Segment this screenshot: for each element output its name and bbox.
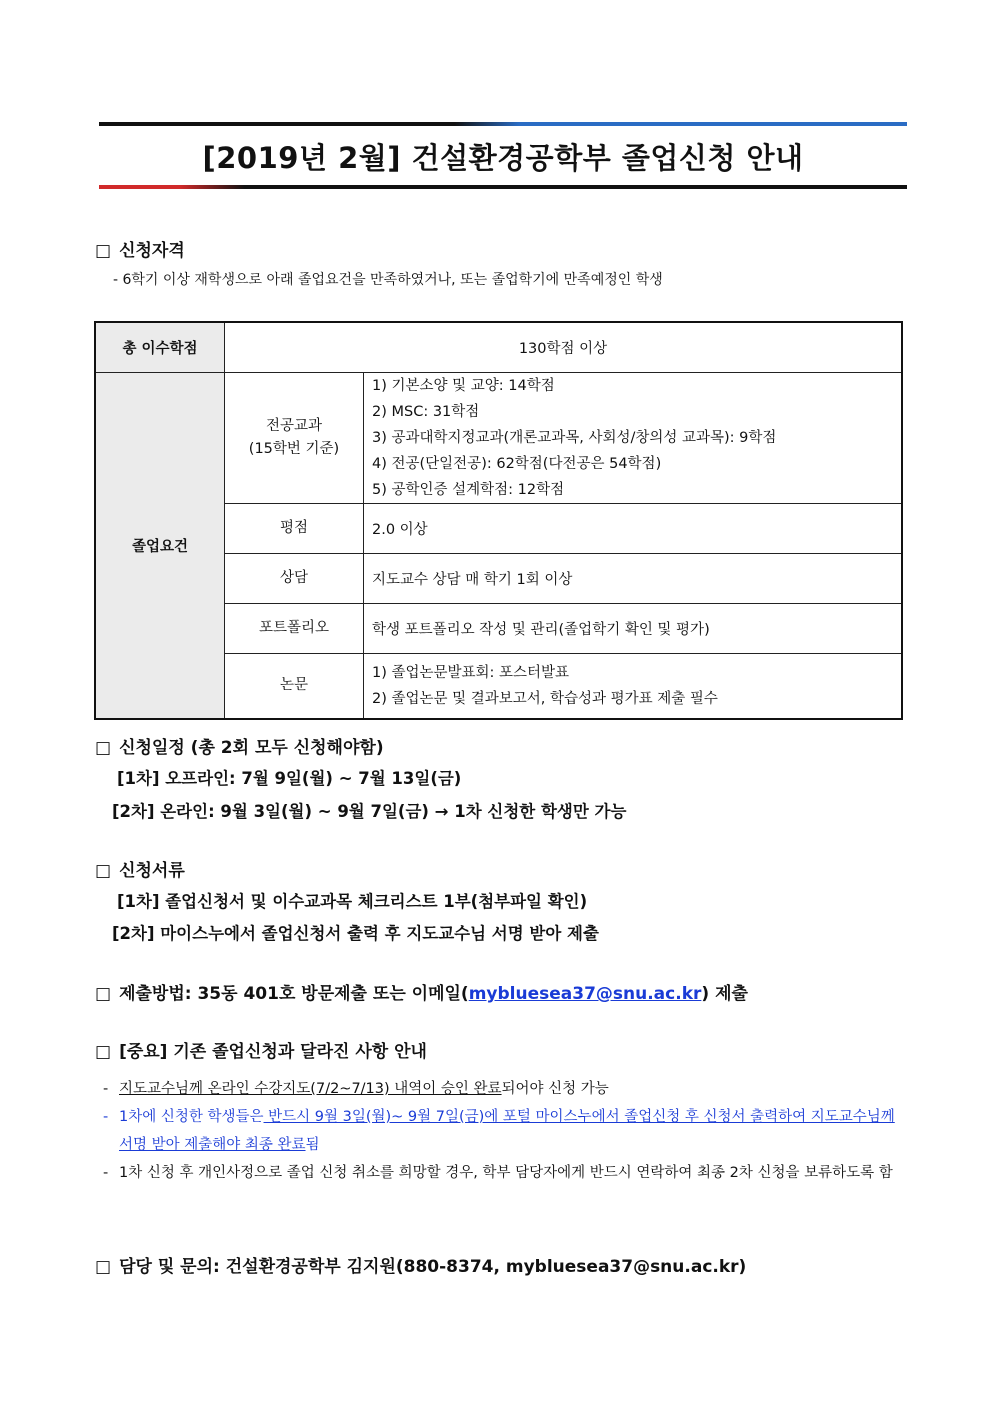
dash-glyph: -: [103, 1165, 109, 1181]
major-label: [225, 372, 364, 503]
documents-first: [1차] 졸업신청서 및 이수교과목 체크리스트 1부(첨부파일 확인): [117, 892, 588, 911]
checkbox-icon: □: [95, 241, 112, 261]
change-item2-underlined: 반드시 9월 3일(월)~ 9월 7일(금)에 포털 마이스누에서 졸업신청 후 신청서 출력하여 지도교수님께 서명 받아 제출해야 최종 완료: [119, 1109, 895, 1153]
submission-email-link[interactable]: mybluesea37@snu.ac.kr: [468, 984, 702, 1004]
change-item2-start: 1차에 신청한 학생들은: [119, 1109, 264, 1125]
changes-heading-text: [중요] 기존 졸업신청과 달라진 사항 안내: [119, 1042, 427, 1062]
thesis-label: 논문: [225, 653, 364, 719]
change-item1-rest: 되어야 신청 가능: [501, 1081, 609, 1097]
checkbox-icon: □: [95, 1257, 112, 1277]
documents-heading-text: 신청서류: [119, 861, 185, 881]
contact-line: [95, 1252, 746, 1277]
list-item: 3) 공과대학지정교과(개론교과목, 사회성/창의성 교과목): 9학점: [372, 429, 777, 446]
dash-glyph: -: [103, 1081, 109, 1097]
submission-suffix: ) 제출: [701, 984, 748, 1004]
checkbox-icon: □: [95, 738, 112, 758]
schedule-second: [2차] 온라인: 9월 3일(월) ~ 9월 7일(금) → 1차 신청한 학생만 가능: [112, 802, 627, 821]
table-row: [95, 372, 902, 503]
schedule-first: [1차] 오프라인: 7월 9일(월) ~ 7월 13일(금): [117, 769, 462, 788]
counsel-value: 지도교수 상담 매 학기 1회 이상: [364, 553, 903, 603]
changes-list: [103, 1075, 903, 1187]
dash-glyph: -: [103, 1109, 109, 1125]
documents-second: [2차] 마이스누에서 졸업신청서 출력 후 지도교수님 서명 받아 제출: [112, 924, 599, 943]
eligibility-desc: - 6학기 이상 재학생으로 아래 졸업요건을 만족하였거나, 또는 졸업학기에 만족예정인 학생: [113, 272, 663, 288]
change-item1-underlined: 지도교수님께 온라인 수강지도(7/2~7/13) 내역이 승인 완료: [119, 1081, 502, 1097]
schedule-heading-text: 신청일정 (총 2회 모두 신청해야함): [119, 738, 384, 758]
title-bottom-bar: [99, 185, 907, 189]
list-item: 2) 졸업논문 및 결과보고서, 학습성과 평가표 제출 필수: [372, 690, 718, 707]
change-item3: 1차 신청 후 개인사정으로 졸업 신청 취소를 희망할 경우, 학부 담당자에게 반드시 연락하여 최종 2차 신청을 보류하도록 함: [119, 1165, 893, 1181]
gpa-label: 평점: [225, 503, 364, 553]
list-item: 4) 전공(단일전공): 62학점(다전공은 54학점): [372, 455, 662, 472]
title-top-bar: [99, 122, 907, 126]
list-item: 2) MSC: 31학점: [372, 403, 480, 420]
title-block: [99, 122, 907, 189]
eligibility-heading: [95, 236, 185, 261]
list-item: 5) 공학인증 설계학점: 12학점: [372, 481, 565, 498]
checkbox-icon: □: [95, 1042, 112, 1062]
list-item: [103, 1103, 903, 1159]
total-credits-value: 130학점 이상: [225, 322, 903, 372]
total-credits-label: 총 이수학점: [95, 322, 225, 372]
portfolio-value: 학생 포트폴리오 작성 및 관리(졸업학기 확인 및 평가): [364, 603, 903, 653]
page-title: [2019년 2월] 건설환경공학부 졸업신청 안내: [202, 141, 804, 175]
major-items: [364, 372, 903, 503]
gpa-value: 2.0 이상: [364, 503, 903, 553]
table-row: [95, 322, 902, 372]
documents-heading: [95, 856, 185, 881]
checkbox-icon: □: [95, 984, 112, 1004]
contact-text: 담당 및 문의: 건설환경공학부 김지원(880-8374, mybluesea37@snu.ac.kr): [119, 1257, 747, 1277]
submission-line: [95, 979, 748, 1004]
checkbox-icon: □: [95, 861, 112, 881]
counsel-label: 상담: [225, 553, 364, 603]
change-item2-end: 됨: [305, 1137, 320, 1153]
portfolio-label: 포트폴리오: [225, 603, 364, 653]
eligibility-heading-text: 신청자격: [119, 241, 185, 261]
requirements-table: [94, 321, 903, 720]
submission-prefix: 제출방법: 35동 401호 방문제출 또는 이메일(: [119, 984, 469, 1004]
changes-heading: [95, 1037, 427, 1062]
list-item: [103, 1075, 903, 1103]
list-item: 1) 기본소양 및 교양: 14학점: [372, 377, 555, 394]
thesis-items: [364, 653, 903, 719]
list-item: 1) 졸업논문발표회: 포스터발표: [372, 664, 570, 681]
list-item: [103, 1159, 903, 1187]
major-label-line2: (15학번 기준): [248, 440, 340, 457]
schedule-heading: [95, 733, 384, 758]
major-label-line1: 전공교과: [265, 417, 323, 434]
grad-requirements-label: 졸업요건: [95, 372, 225, 719]
